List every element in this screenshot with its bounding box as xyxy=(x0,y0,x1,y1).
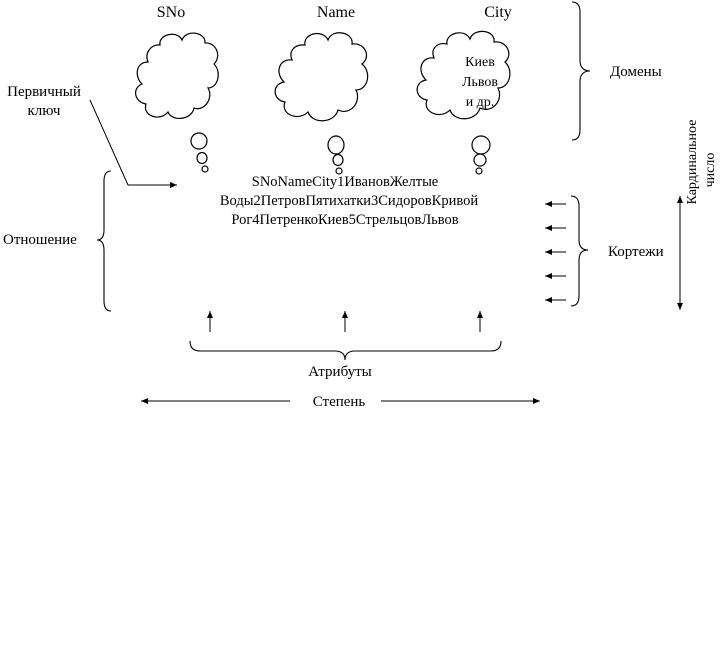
tuple-arrows xyxy=(545,204,566,300)
degree-label: Степень xyxy=(312,394,366,410)
attributes-brace xyxy=(190,341,501,360)
relation-table-line1: SNoNameCity1ИвановЖелтые xyxy=(251,174,439,190)
domains-brace xyxy=(572,2,590,140)
domain-cloud-name xyxy=(275,33,368,174)
primary-key-label-line2: ключ xyxy=(27,103,61,119)
relation-brace xyxy=(97,171,111,311)
relation-table-line2: Воды2ПетровПятихатки3СидоровКривой xyxy=(219,193,479,209)
primary-key-label-line1: Первичный xyxy=(7,84,81,100)
city-cloud-line3: и др. xyxy=(465,95,495,110)
primary-key-pointer-line xyxy=(90,100,128,185)
header-sno: SNo xyxy=(156,4,186,21)
city-cloud-line2: Львов xyxy=(461,75,499,90)
attributes-label: Атрибуты xyxy=(308,364,372,380)
domains-label: Домены xyxy=(610,64,662,80)
domain-cloud-city xyxy=(417,31,510,174)
cardinal-label-line1: Кардинальное xyxy=(685,119,700,205)
tuples-label: Кортежи xyxy=(608,244,664,260)
relation-table-line3: Рог4ПетренкоКиев5СтрельцовЛьвов xyxy=(231,212,459,228)
attribute-arrows xyxy=(210,311,480,332)
header-city: City xyxy=(484,4,512,21)
city-cloud-line1: Киев xyxy=(465,55,495,70)
tuples-brace xyxy=(571,196,588,306)
header-name: Name xyxy=(316,4,356,21)
domain-cloud-sno xyxy=(136,33,219,172)
relation-label: Отношение xyxy=(3,232,77,248)
cardinal-label-line2: число xyxy=(703,152,718,188)
